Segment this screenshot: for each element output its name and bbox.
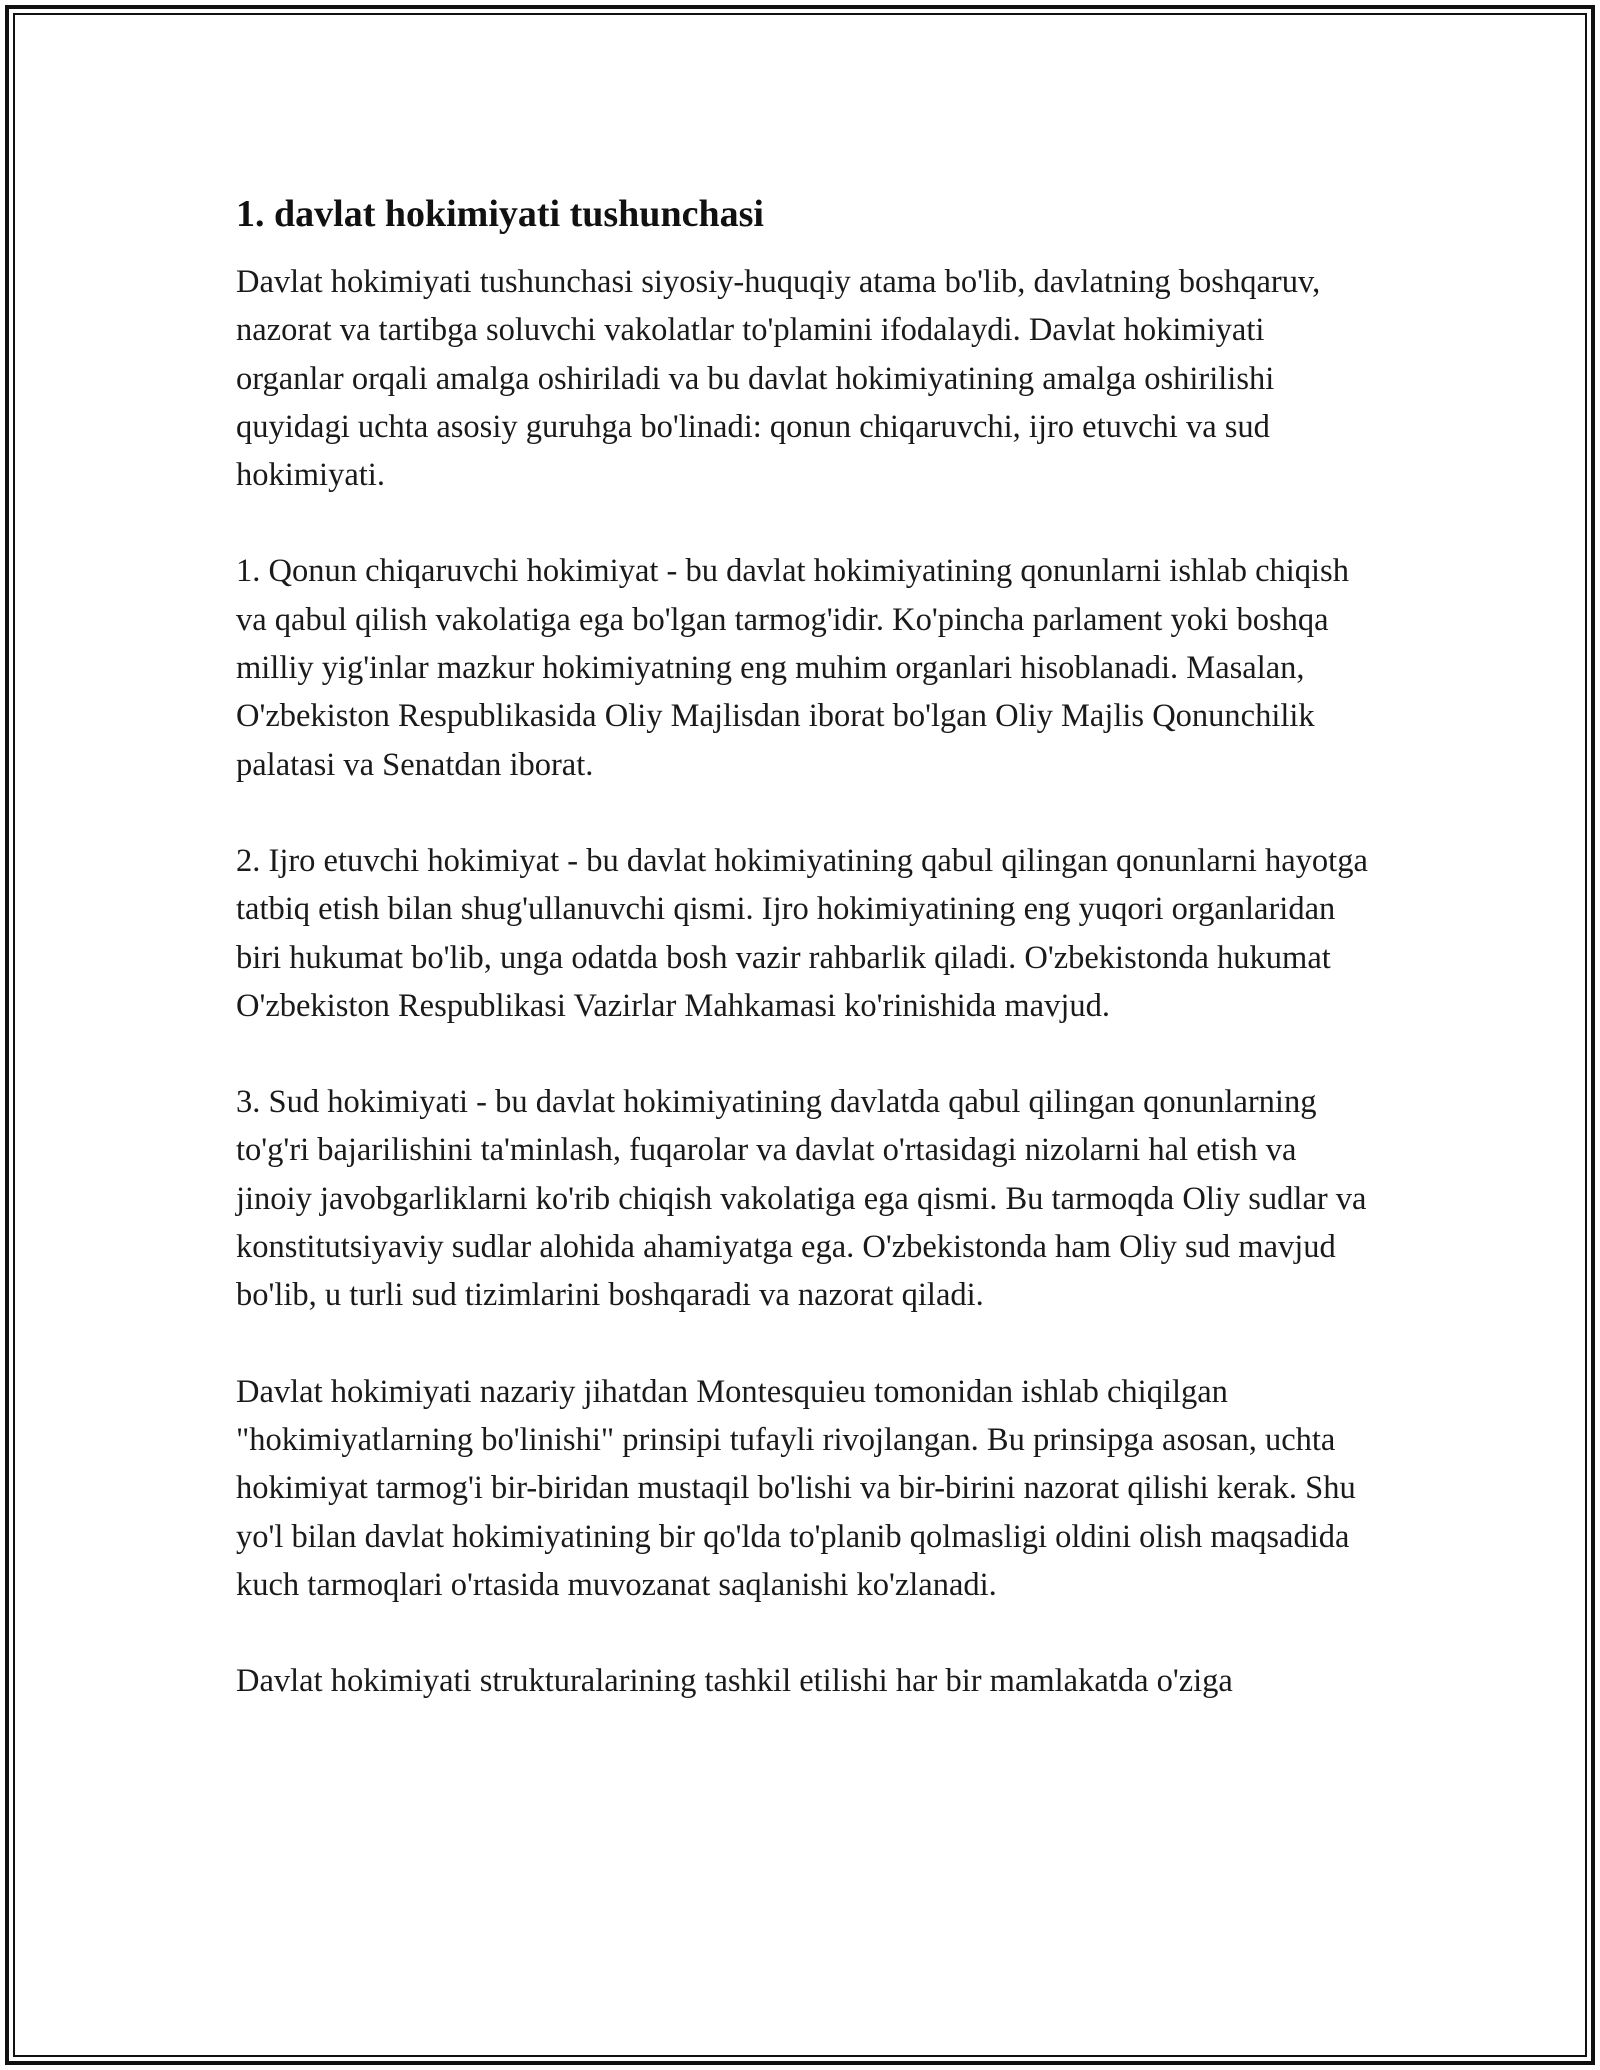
paragraph-judicial: 3. Sud hokimiyati - bu davlat hokimiyatining davlatda qabul qilingan qonunlarning to'g'ri bajarilishini ta'minlash, fuqarolar va davlat o'rtasidagi nizolarni hal etish va jinoiy javobgarliklarni ko'rib chiqish vakolatiga ega qismi. Bu tarmoqda Oliy sudlar va konstitutsiyaviy sudlar alohida ahamiyatga ega. O'zbekistonda ham Oliy sud mavjud bo'lib, u turli sud tizimlarini boshqaradi va nazorat qiladi. — [236, 1084, 1367, 1314]
document-title: 1. davlat hokimiyati tushunchasi — [236, 193, 764, 235]
paragraph-structure: Davlat hokimiyati strukturalarining tashkil etilishi har bir mamlakatda o'ziga — [236, 1663, 1233, 1700]
paragraph-separation-of-powers: Davlat hokimiyati nazariy jihatdan Montesquieu tomonidan ishlab chiqilgan "hokimiyatlarning bo'linishi" prinsipi tufayli rivojlangan. Bu prinsipga asosan, uchta hokimiyat tarmog'i bir-biridan mustaqil bo'lishi va bir-birini nazorat qilishi kerak. Shu yo'l bilan davlat hokimiyatining bir qo'lda to'planib qolmasligi oldini olish maqsadida kuch tarmoqlari o'rtasida muvozanat saqlanishi ko'zlanadi. — [236, 1373, 1356, 1603]
paragraph-legislative: 1. Qonun chiqaruvchi hokimiyat - bu davlat hokimiyatining qonunlarni ishlab chiqish va qabul qilish vakolatiga ega bo'lgan tarmog'idir. Ko'pincha parlament yoki boshqa milliy yig'inlar mazkur hokimiyatning eng muhim organlari hisoblanadi. Masalan, O'zbekiston Respublikasida Oliy Majlisdan iborat bo'lgan Oliy Majlis Qonunchilik palatasi va Senatdan iborat. — [236, 553, 1349, 783]
paragraph-executive: 2. Ijro etuvchi hokimiyat - bu davlat hokimiyatining qabul qilingan qonunlarni hayotga tatbiq etish bilan shug'ullanuvchi qismi. Ijro hokimiyatining eng yuqori organlaridan biri hukumat bo'lib, unga odatda bosh vazir rahbarlik qiladi. O'zbekistonda hukumat O'zbekiston Respublikasi Vazirlar Mahkamasi ko'rinishida mavjud. — [236, 842, 1368, 1024]
document-page — [236, 186, 1376, 1705]
paragraph-intro: Davlat hokimiyati tushunchasi siyosiy-huquqiy atama bo'lib, davlatning boshqaruv, nazorat va tartibga soluvchi vakolatlar to'plamini ifodalaydi. Davlat hokimiyati organlar orqali amalga oshiriladi va bu davlat hokimiyatining amalga oshirilishi quyidagi uchta asosiy guruhga bo'linadi: qonun chiqaruvchi, ijro etuvchi va sud hokimiyati. — [236, 264, 1321, 494]
